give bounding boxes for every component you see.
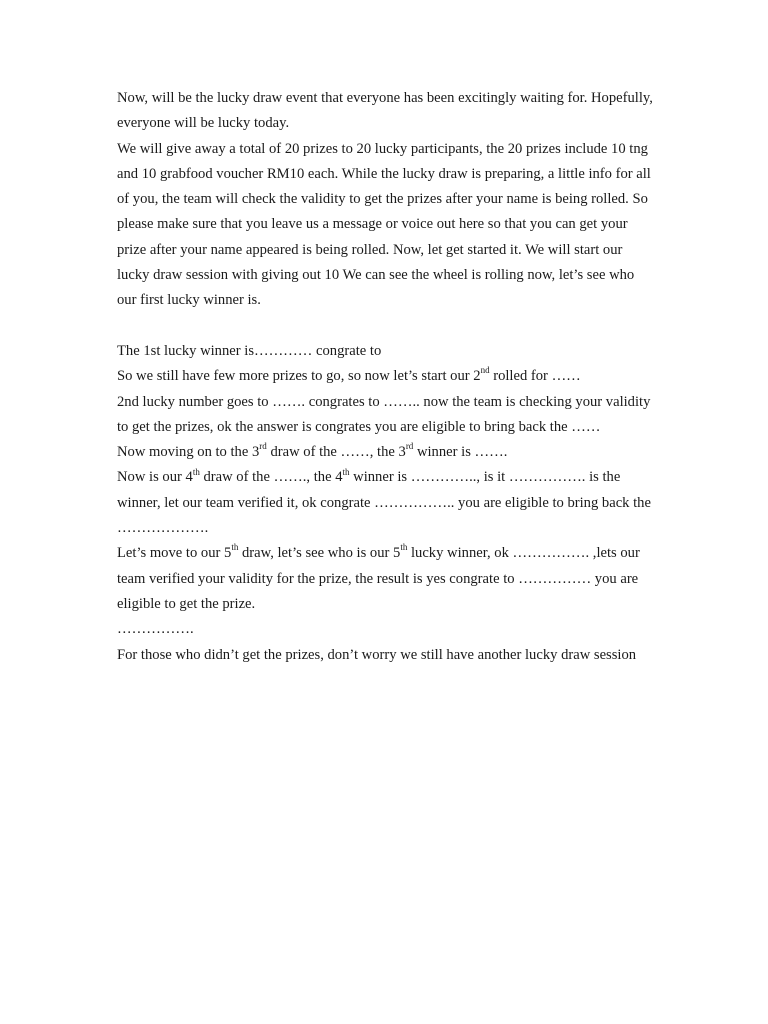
text-segment: Now is our 4 — [117, 469, 193, 486]
fifth-draw-paragraph — [117, 541, 657, 617]
text-segment: winner is ………….., is it ……………. is the winner, let our team verified it, ok congrate …………….. you are eligible to bring back the ………………. — [117, 469, 651, 537]
text-segment: Let’s move to our 5 — [117, 545, 232, 562]
closing-paragraph: For those who didn’t get the prizes, don’t worry we still have another lucky draw session — [117, 646, 637, 663]
text-segment: So we still have few more prizes to go, so now let’s start our 2 — [117, 368, 481, 385]
text-segment: lucky winner, ok ……………. ,lets our team verified your validity for the prize, the result is yes congrate to …………… you are eligible to get the prize. — [117, 545, 640, 612]
ordinal-suffix: nd — [480, 365, 490, 376]
text-segment: draw of the ……., the 4 — [199, 469, 343, 486]
ordinal-suffix: rd — [405, 441, 414, 452]
ordinal-suffix: rd — [259, 441, 267, 452]
second-winner-paragraph: 2nd lucky number goes to ……. congrates to …….. now the team is checking your validity to get the prizes, ok the answer is congrates you are eligible to bring back the …… — [117, 393, 651, 435]
prizes-paragraph: We will give away a total of 20 prizes to 20 lucky participants, the 20 prizes include 10 tng and 10 grabfood voucher RM10 each. While the lucky draw is preparing, a little info for all of you, the team will check the validity to get the prizes after your name is being rolled. So please make sure that you leave us a message or voice out here so that you can get your prize after your name appeared is being rolled. Now, let get started it. We will start our lucky draw session with giving out 10 We can see the wheel is rolling now, let’s see who our first lucky winner is. — [117, 140, 651, 309]
text-segment: winner is ……. — [413, 444, 508, 461]
ordinal-suffix: th — [231, 542, 239, 553]
text-segment: draw of the ……, the 3 — [266, 444, 406, 461]
blank-line — [117, 314, 657, 339]
first-winner-paragraph: The 1st lucky winner is………… congrate to — [117, 342, 382, 359]
ellipsis-line: ……………. — [117, 621, 194, 638]
text-segment: draw, let’s see who is our 5 — [238, 545, 401, 562]
intro-paragraph: Now, will be the lucky draw event that everyone has been excitingly waiting for. Hopefully, everyone will be lucky today. — [117, 90, 653, 132]
ordinal-suffix: th — [192, 466, 200, 477]
text-segment: rolled for …… — [489, 368, 581, 385]
document-body — [117, 86, 657, 668]
ordinal-suffix: th — [400, 542, 408, 553]
text-segment: Now moving on to the 3 — [117, 444, 260, 461]
fourth-draw-paragraph — [117, 465, 657, 541]
third-draw-paragraph — [117, 440, 657, 465]
ordinal-suffix: th — [342, 466, 350, 477]
second-roll-paragraph — [117, 364, 657, 389]
